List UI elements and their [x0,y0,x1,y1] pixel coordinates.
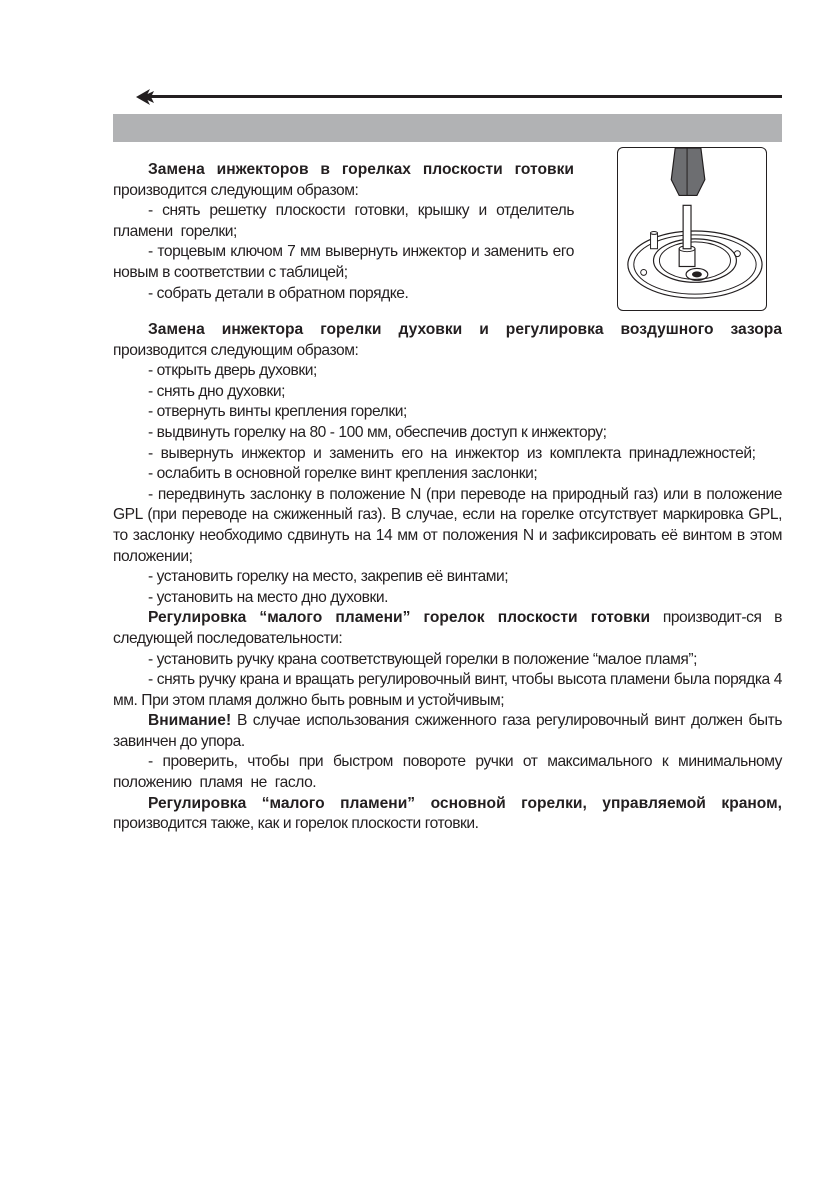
step-item: - ослабить в основной горелке винт крепления заслонки; [148,465,538,483]
section-hob-injectors [113,160,574,304]
step-item: - собрать детали в обратном порядке. [148,284,409,302]
step-item: - открыть дверь духовки; [148,362,317,380]
section-oven-injector [113,320,782,835]
heading-bold: Регулировка “малого пламени” основной горелки, управляемой краном, [148,794,782,812]
step-item: - установить горелку на место, закрепив её винтами; [148,568,509,586]
step-item: - передвинуть заслонку в положение N (при переводе на природный газ) или в положение GPL (при переводе на сжиженный газ). В случае, если на горелке отсутствует маркировка GPL, то заслонку необходимо сдвинуть на 14 мм от положения N и зафиксировать её винтом в этом положении; [113,485,782,565]
heading-bold: Регулировка “малого пламени” горелок плоскости готовки [148,609,651,627]
back-arrow-icon [136,89,156,105]
warning-text: В случае использования сжиженного газа регулировочный винт должен быть завинчен до упора. [113,712,782,750]
heading-bold: Замена инжекторов в горелках плоскости готовки [148,161,574,178]
step-item: - выдвинуть горелку на 80 - 100 мм, обеспечив доступ к инжектору; [148,423,607,441]
heading-rest: производится следующим образом: [113,341,359,359]
top-rule [140,95,782,98]
heading-rest: производится следующим образом: [113,181,359,199]
section-heading [113,160,574,201]
section-heading [113,320,782,361]
warning-note [113,711,782,752]
step-item: - торцевым ключом 7 мм вывернуть инжектор и заменить его новым в соответствии с таблицей; [113,243,574,281]
section-heading-low-flame-hob [113,608,782,649]
section-header-bar [113,114,782,142]
step-item: - вывернуть инжектор и заменить его на инжектор из комплекта принадлежностей; [148,444,756,462]
warning-label: Внимание! [148,712,232,730]
burner-icon [618,148,766,310]
step-item: - снять дно духовки; [148,382,286,400]
step-item: - установить на место дно духовки. [148,588,388,606]
step-item: - отвернуть винты крепления горелки; [148,403,407,421]
section-heading-low-flame-oven [113,794,782,835]
step-item: - проверить, чтобы при быстром повороте ручки от максимального к минимальному положению пламя не гасло. [113,753,782,792]
step-item: - установить ручку крана соответствующей горелки в положение “малое пламя”; [148,650,697,668]
heading-bold: Замена инжектора горелки духовки и регулировка воздушного зазора [148,321,782,338]
screwdriver-burner-illustration [617,147,767,311]
heading-rest: производится также, как и горелок плоскости готовки. [113,815,479,833]
heading-rest: производит-ся в следующей последовательности: [113,609,782,647]
step-item: - снять ручку крана и вращать регулировочный винт, чтобы высота пламени была порядка 4 мм. При этом пламя должно быть ровным и устойчивым; [113,671,782,709]
step-item: - снять решетку плоскости готовки, крышку и отделитель пламени горелки; [113,202,574,240]
